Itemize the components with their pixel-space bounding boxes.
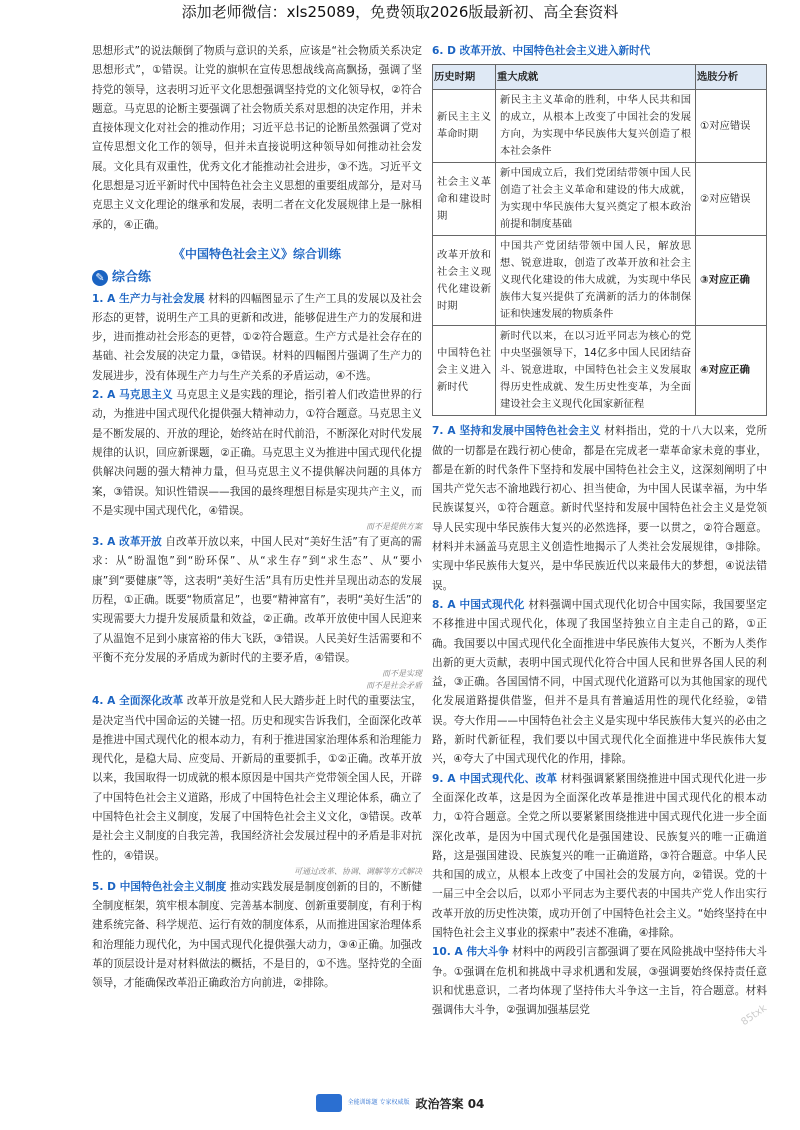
analysis-cell: ④对应正确 <box>696 326 767 416</box>
question-7-head: 7. A 坚持和发展中国特色社会主义 <box>432 425 601 438</box>
question-6-heading: 6. D 改革开放、中国特色社会主义进入新时代 <box>432 45 651 57</box>
table-row <box>433 90 767 163</box>
question-10-body: 材料中的两段引言都强调了要在风险挑战中坚持伟大斗争。①强调在危机和挑战中寻求机遇和发展，③强调要始终保持责任意识和忧患意识，二者均体现了坚持伟大斗争这一主旨，符合题意。材料强调伟大斗争，②强调加强基层党 <box>432 946 768 1017</box>
column-header: 历史时期 <box>433 65 496 90</box>
question-5-body: 推动实践发展是制度创新的目的，不断健全制度框架，筑牢根本制度、完善基本制度、创新重要制度，有利于构建系统完备、科学规范、运行有效的制度体系，从而推进国家治理体系和治理能力现代化，为中国式现代化提供强大动力，③④正确。加强改革的顶层设计是对材料做法的概括，不是目的，①不选。坚持党的全面领导，才能确保改革沿正确政治方向前进，②排除。 <box>92 880 422 990</box>
question-2-head: 2. A 马克思主义 <box>92 389 173 402</box>
history-table <box>432 64 767 416</box>
left-column <box>92 42 422 994</box>
practice-label <box>92 268 422 287</box>
question-3-head: 3. A 改革开放 <box>92 536 162 549</box>
question-7-body: 材料指出，党的十八大以来，党所做的一切都是在践行初心使命，都是在完成老一辈革命家未竟的事业，都是在新的时代条件下坚持和发展中国特色社会主义，这深刻阐明了中国共产党矢志不渝地践行初心、担当使命，为中国人民谋幸福，为中华民族谋复兴，①符合题意。新时代坚持和发展中国特色社会主义是党领导人民实现中华民族伟大复兴的必然选择，要一以贯之，②符合题意。材料并未涵盖马克思主义创造性地揭示了人类社会发展规律，③排除。实现中华民族伟大复兴，是中华民族近代以来最伟大的梦想，④说法错误。 <box>432 425 767 592</box>
practice-icon: ✎ <box>92 270 108 286</box>
table-row <box>433 236 767 326</box>
column-header: 选肢分析 <box>696 65 767 90</box>
period-cell: 改革开放和社会主义现代化建设新时期 <box>433 236 496 326</box>
achievement-cell: 中国共产党团结带领中国人民，解放思想、锐意进取，创造了改革开放和社会主义现代化建设的伟大成就，为实现中华民族伟大复兴提供了充满新的活力的体制保证和快速发展的物质条件 <box>496 236 696 326</box>
question-4-head: 4. A 全面深化改革 <box>92 695 184 708</box>
question-9-head: 9. A 中国式现代化、改革 <box>432 772 558 785</box>
intro-paragraph: 思想形式”的说法颠倒了物质与意识的关系，应该是“社会物质关系决定思想形式”，①错误。让党的旗帜在宣传思想战线高高飘扬，强调了坚持党的领导，这表明习近平文化思想强调坚持党的文化领导权，②符合题意。马克思的论断主要强调了社会物质关系对思想的决定作用，并未直接体现文化对社会的推动作用；习近平总书记的论断虽然强调了党对宣传思想文化工作的领导，但并未直接说明这种领导如何推动社会发展。文化具有双重性，优秀文化才能推动社会进步，③不选。习近平文化思想是习近平新时代中国特色社会主义思想的重要组成部分，是对马克思主义文化理论的继承和发展，表明二者在文化发展规律上是一脉相承的，④正确。 <box>92 45 422 231</box>
handwritten-note: 可通过改革、协调、调解等方式解决 <box>294 866 422 876</box>
period-cell: 新民主主义革命时期 <box>433 90 496 163</box>
question-7 <box>432 422 767 596</box>
handwritten-note: 而不是提供方案 <box>366 522 422 532</box>
question-9 <box>432 770 767 944</box>
table-row <box>433 163 767 236</box>
analysis-cell: ②对应错误 <box>696 163 767 236</box>
column-header: 重大成就 <box>496 65 696 90</box>
question-3-body: 自改革开放以来，中国人民对“美好生活”有了更高的需求：从“盼温饱”到“盼环保”、从“求生存”到“求生态”、从“要小康”到“要健康”等，这表明“美好生活”具有历史性并呈现出动态的发展历程，①正确。既要“物质富足”，也要“精神富有”，表明“美好生活”的实现需要大力提升发展质量和效益，②正确。改革开放使中国人民迎来了从温饱不足到小康富裕的伟大飞跃，③错误。人民美好生活需要和不平衡不充分发展的矛盾成为新时代的主要矛盾，④错误。 <box>92 536 422 664</box>
question-1-head: 1. A 生产力与社会发展 <box>92 292 205 305</box>
watermark: 85txk <box>739 1002 769 1029</box>
question-5-head: 5. D 中国特色社会主义制度 <box>92 880 227 893</box>
top-banner: 添加老师微信：xls25089，免费领取2026版最新初、高全套资料 <box>181 3 619 21</box>
question-8 <box>432 596 767 770</box>
question-3 <box>92 533 422 668</box>
question-9-body: 材料强调紧紧围绕推进中国式现代化进一步全面深化改革，这是因为全面深化改革是推进中国式现代化的根本动力，①符合题意。全党之所以要紧紧围绕推进中国式现代化进一步全面深化改革，是因为中国式现代化是强国建设、民族复兴的唯一正确道路，这是强国建设、民族复兴的唯一正确道路，③符合题意。中华人民共和国的成立，从根本上改变了中国社会的发展方向，②错误。党的十一届三中全会以后，以邓小平同志为主要代表的中国共产党人作出实行改革开放的历史性决策，成功开创了中国特色社会主义。“始终坚持在中国特色社会主义事业的探索中”表述不准确，④排除。 <box>432 772 767 940</box>
page-footer <box>0 1094 800 1112</box>
table-header-row <box>433 65 767 90</box>
question-8-head: 8. A 中国式现代化 <box>432 598 525 611</box>
section-title: 《中国特色社会主义》综合训练 <box>172 246 341 261</box>
question-2-body: 马克思主义是实践的理论，指引着人们改造世界的行动，为推进中国式现代化提供强大精神动力，①符合题意。马克思主义是不断发展的、开放的理论，始终站在时代前沿，不断深化对时代发展规律的认识，回应新课题，②正确。马克思主义为推进中国式现代化提供解决问题的强大精神力量，但马克思主义不提供解决问题的具体方案，③错误。知识性错误——我国的最终理想目标是实现共产主义，而不是实现中国式现代化，④错误。 <box>92 389 422 517</box>
footer-page-label: 政治答案 04 <box>415 1096 485 1111</box>
analysis-cell: ①对应错误 <box>696 90 767 163</box>
question-2 <box>92 386 422 521</box>
right-column <box>432 42 767 1021</box>
table-row <box>433 326 767 416</box>
publisher-logo-icon <box>316 1094 342 1112</box>
footer-small-text: 全能训练题 专家权威版 <box>347 1099 410 1106</box>
achievement-cell: 新中国成立后，我们党团结带领中国人民创造了社会主义革命和建设的伟大成就，为实现中华民族伟大复兴奠定了根本政治前提和制度基础 <box>496 163 696 236</box>
period-cell: 中国特色社会主义进入新时代 <box>433 326 496 416</box>
achievement-cell: 新民主主义革命的胜利，中华人民共和国的成立，从根本上改变了中国社会的发展方向，为实现中华民族伟大复兴创造了根本社会条件 <box>496 90 696 163</box>
achievement-cell: 新时代以来，在以习近平同志为核心的党中央坚强领导下，14亿多中国人民团结奋斗、锐意进取，中国特色社会主义发展取得历史性成就、发生历史性变革，为全面建设社会主义现代化国家新征程 <box>496 326 696 416</box>
handwritten-note: 而不是社会矛盾 <box>366 681 422 691</box>
question-1 <box>92 290 422 386</box>
question-1-body: 材料的四幅图显示了生产工具的发展以及社会形态的更替，说明生产工具的更新和改进，能够促进生产力的发展和进步，进而推动社会形态的更替，①②符合题意。生产方式是社会存在的基础、社会发展的决定力量，③错误。材料的四幅图片强调了生产力的发展进步，没有体现生产力与生产关系的矛盾运动，④不选。 <box>92 292 422 382</box>
question-5 <box>92 878 422 994</box>
analysis-cell: ③对应正确 <box>696 236 767 326</box>
handwritten-note: 而不是实现 <box>382 669 422 679</box>
question-10-head: 10. A 伟大斗争 <box>432 946 509 959</box>
question-4-body: 改革开放是党和人民大踏步赶上时代的重要法宝，是决定当代中国命运的关键一招。历史和现实告诉我们，全面深化改革是推进中国式现代化的根本动力，有利于推进国家治理体系和治理能力现代化，是稳大局、应变局、开新局的重要抓手，①②正确。改革开放以来，我国取得一切成就的根本原因是中国共产党带领全国人民，开辟了中国特色社会主义道路，形成了中国特色社会主义理论体系，确立了中国特色社会主义制度，发展了中国特色社会主义文化，③错误。改革是社会主义制度的自我完善，我国经济社会发展过程中的矛盾是非对抗性的，④错误。 <box>92 695 422 862</box>
question-10 <box>432 943 767 1020</box>
practice-label-text: 综合练 <box>112 270 152 286</box>
question-4 <box>92 692 422 866</box>
period-cell: 社会主义革命和建设时期 <box>433 163 496 236</box>
question-8-body: 材料强调中国式现代化切合中国实际，我国要坚定不移推进中国式现代化，体现了我国坚持独立自主走自己的路，①正确。我国要以中国式现代化全面推进中华民族伟大复兴，不断为人类作出新的更大贡献，表明中国式现代化符合中国人民和世界各国人民的利益，③正确。各国国情不同，中国式现代化道路可以为其他国家的现代化发展道路提供借鉴，但并不是具有普遍适用性的现代化经验，②错误。夸大作用——中国特色社会主义是实现中华民族伟大复兴的必由之路，新时代新征程，我们要以中国式现代化全面推进中华民族伟大复兴，④夸大了中国式现代化的作用，排除。 <box>432 598 767 766</box>
